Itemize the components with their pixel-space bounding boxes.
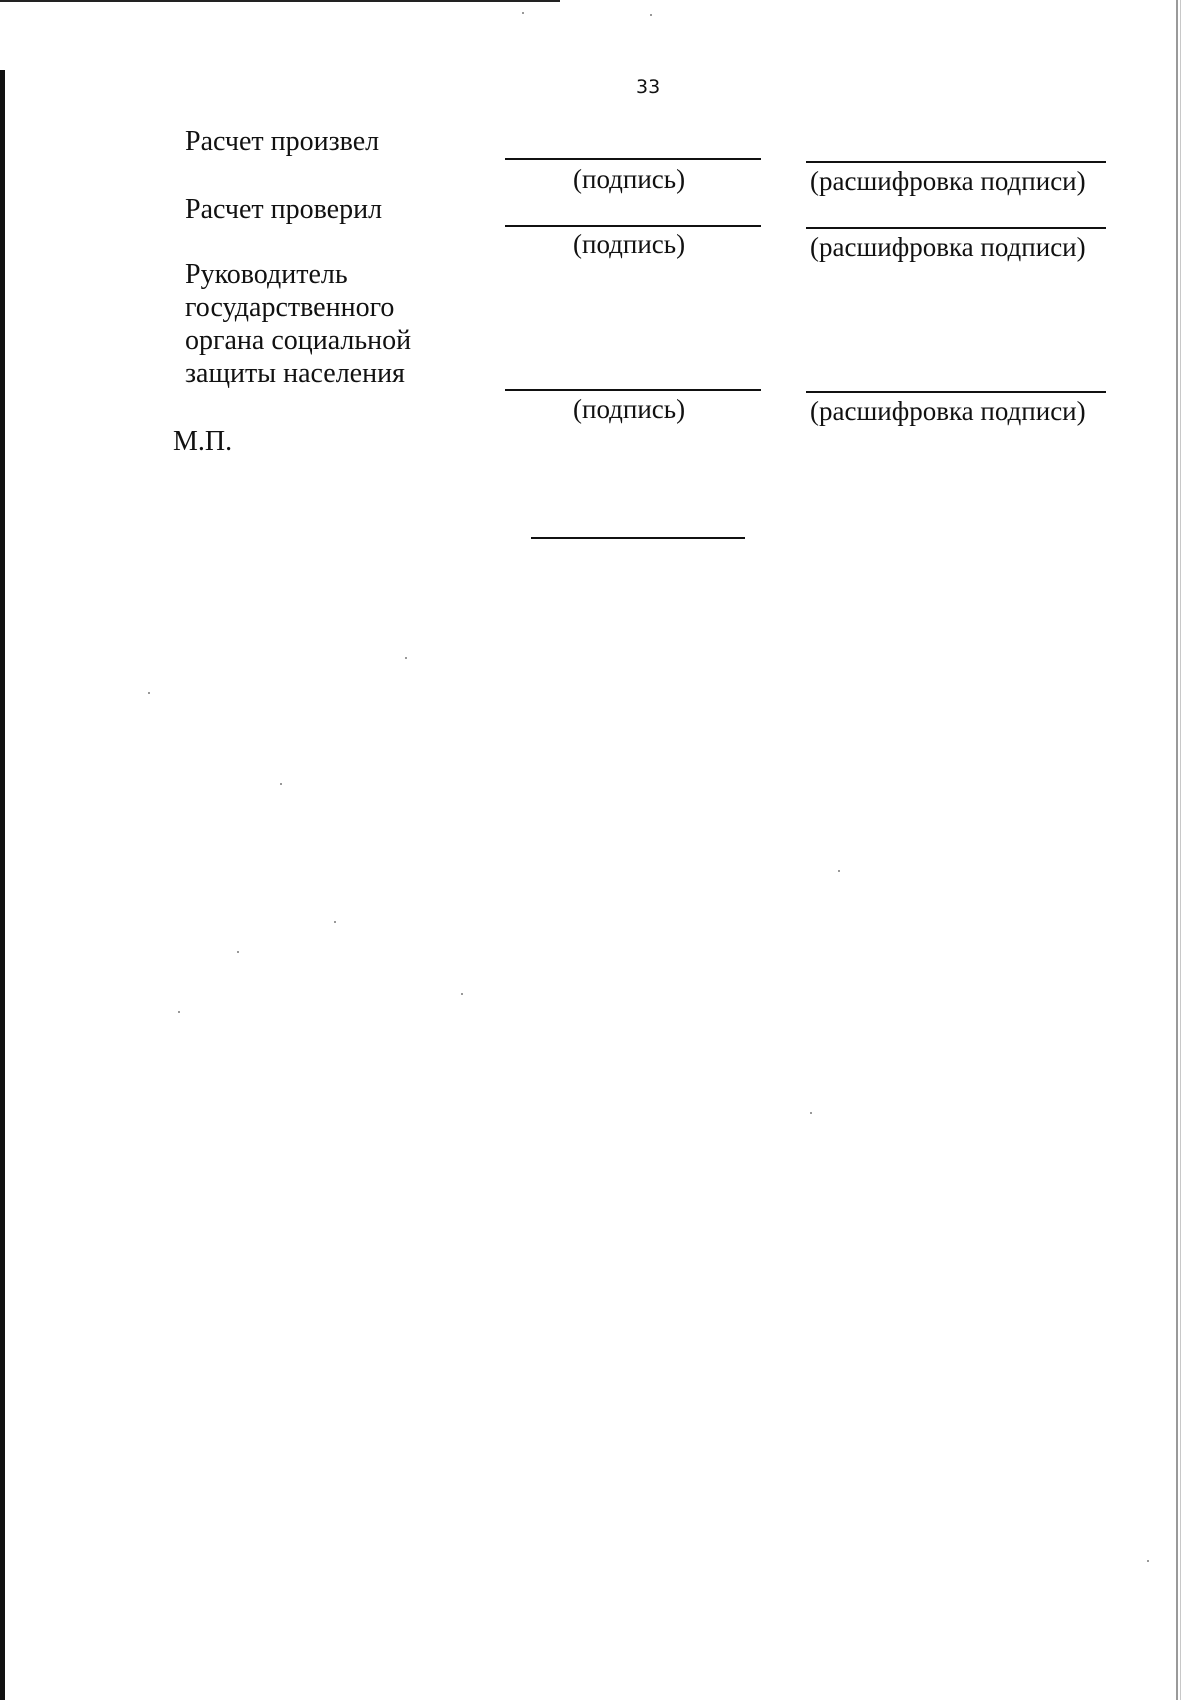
scan-speck: [334, 921, 336, 923]
signature-caption: (подпись): [573, 394, 686, 424]
stamp-place-label: М.П.: [173, 426, 233, 457]
scan-speck: [810, 1112, 812, 1114]
role-label-head-line-4: защиты населения: [185, 358, 405, 389]
role-label-calculated-by: Расчет произвел: [185, 126, 380, 157]
scan-speck: [461, 993, 463, 995]
signature-caption: (подпись): [573, 229, 686, 259]
scan-speck: [280, 783, 282, 785]
role-label-head-line-2: государственного: [185, 292, 395, 323]
signature-line: [505, 389, 761, 391]
signature-line: [505, 225, 761, 227]
scan-speck: [522, 12, 524, 14]
scan-speck: [650, 14, 652, 16]
scan-speck: [178, 1011, 180, 1013]
scan-speck: [838, 870, 840, 872]
scan-edge-right: [1176, 0, 1178, 1700]
decode-caption: (расшифровка подписи): [810, 166, 1086, 196]
name-line: [806, 391, 1106, 393]
name-line: [806, 161, 1106, 163]
role-label-head-line-3: органа социальной: [185, 325, 412, 356]
role-label-checked-by: Расчет проверил: [185, 194, 383, 225]
scan-edge-right-inner: [1180, 0, 1181, 1700]
scan-edge-top: [0, 0, 560, 2]
signature-line: [505, 158, 761, 160]
scan-speck: [237, 951, 239, 953]
scan-edge-left: [0, 70, 5, 1700]
scan-speck: [405, 657, 407, 659]
closing-separator-line: [531, 537, 745, 539]
scan-speck: [148, 692, 150, 694]
scan-speck: [1147, 1560, 1149, 1562]
decode-caption: (расшифровка подписи): [810, 232, 1086, 262]
signature-caption: (подпись): [573, 164, 686, 194]
role-label-head-line-1: Руководитель: [185, 259, 348, 290]
decode-caption: (расшифровка подписи): [810, 396, 1086, 426]
page-number: 33: [636, 76, 661, 98]
name-line: [806, 227, 1106, 229]
